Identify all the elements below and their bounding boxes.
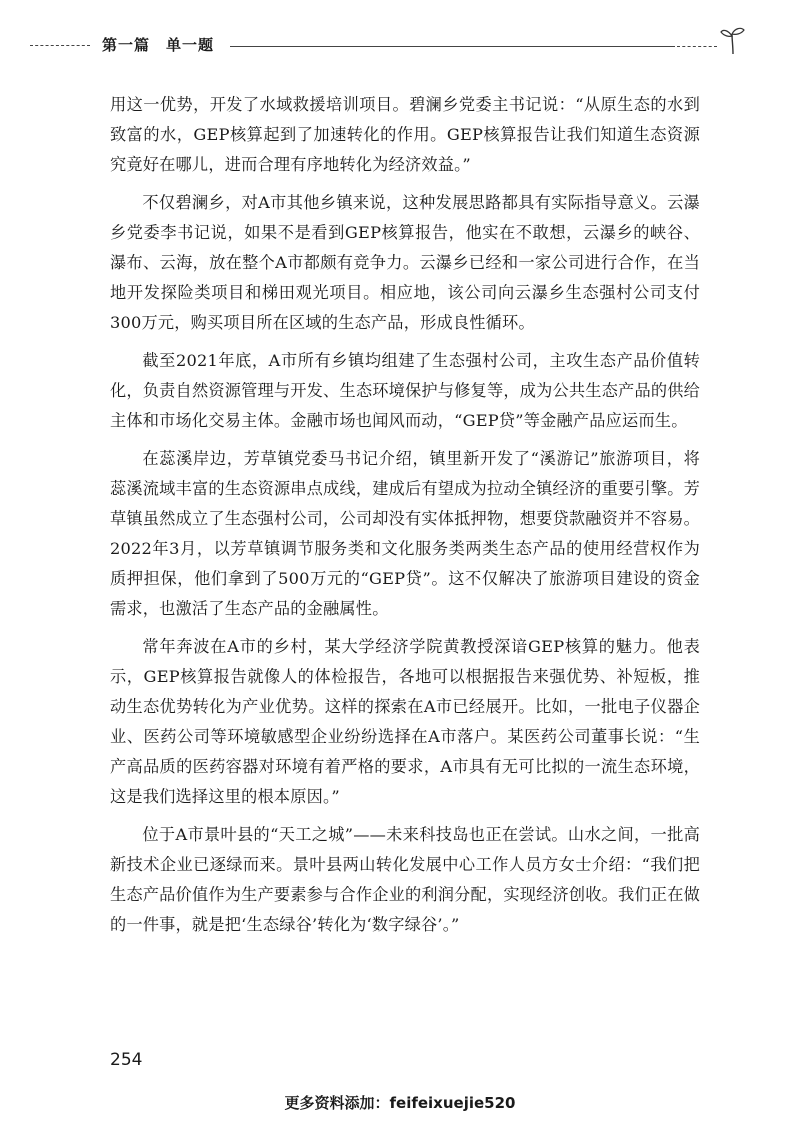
paragraph-4: 在蕊溪岸边，芳草镇党委马书记介绍，镇里新开发了“溪游记”旅游项目，将蕊溪流域丰富的生态资源串点成线，建成后有望成为拉动全镇经济的重要引擎。芳草镇虽然成立了生态强村公司，公司却没有实体抵押物，想要贷款融资并不容易。2022年3月，以芳草镇调节服务类和文化服务类两类生态产品的使用经营权作为质押担保，他们拿到了500万元的“GEP贷”。这不仅解决了旅游项目建设的资金需求，也激活了生态产品的金融属性。 — [110, 449, 700, 618]
header-dashed-rule-right — [677, 46, 717, 47]
paragraph-5: 常年奔波在A市的乡村，某大学经济学院黄教授深谙GEP核算的魅力。他表示，GEP核算报告就像人的体检报告，各地可以根据报告来强优势、补短板，推动生态优势转化为产业优势。这样的探索在A市已经展开。比如，一批电子仪器企业、医药公司等环境敏感型企业纷纷选择在A市落户。某医药公司董事长说：“生产高品质的医药容器对环境有着严格的要求，A市具有无可比拟的一流生态环境，这是我们选择这里的根本原因。” — [110, 637, 700, 806]
body-text — [110, 90, 700, 948]
footer-note: 更多资料添加：feifeixuejie520 — [284, 1094, 516, 1112]
running-header — [30, 34, 770, 58]
header-rule — [230, 46, 675, 47]
paragraph-3: 截至2021年底，A市所有乡镇均组建了生态强村公司，主攻生态产品价值转化，负责自然资源管理与开发、生态环境保护与修复等，成为公共生态产品的供给主体和市场化交易主体。金融市场也闻风而动，“GEP贷”等金融产品应运而生。 — [110, 351, 700, 430]
sprout-icon — [720, 26, 746, 56]
running-header-title — [102, 34, 214, 55]
paragraph-6: 位于A市景叶县的“天工之城”——未来科技岛也正在尝试。山水之间，一批高新技术企业已逐绿而来。景叶县两山转化发展中心工作人员方女士介绍：“我们把生态产品价值作为生产要素参与合作企业的利润分配，实现经济创收。我们正在做的一件事，就是把‘生态绿谷’转化为‘数字绿谷’。” — [110, 825, 700, 934]
header-part: 第一篇 — [102, 36, 151, 54]
header-dashed-rule-left — [30, 45, 90, 46]
paragraph-2: 不仅碧澜乡，对A市其他乡镇来说，这种发展思路都具有实际指导意义。云瀑乡党委李书记说，如果不是看到GEP核算报告，他实在不敢想，云瀑乡的峡谷、瀑布、云海，放在整个A市都颇有竞争力。云瀑乡已经和一家公司进行合作，在当地开发探险类项目和梯田观光项目。相应地，该公司向云瀑乡生态强村公司支付300万元，购买项目所在区域的生态产品，形成良性循环。 — [110, 193, 700, 332]
page-number: 254 — [110, 1050, 143, 1070]
paragraph-1: 用这一优势，开发了水域救援培训项目。碧澜乡党委主书记说：“从原生态的水到致富的水，GEP核算起到了加速转化的作用。GEP核算报告让我们知道生态资源究竟好在哪儿，进而合理有序地转化为经济效益。” — [110, 95, 700, 174]
header-section: 单一题 — [166, 36, 215, 54]
